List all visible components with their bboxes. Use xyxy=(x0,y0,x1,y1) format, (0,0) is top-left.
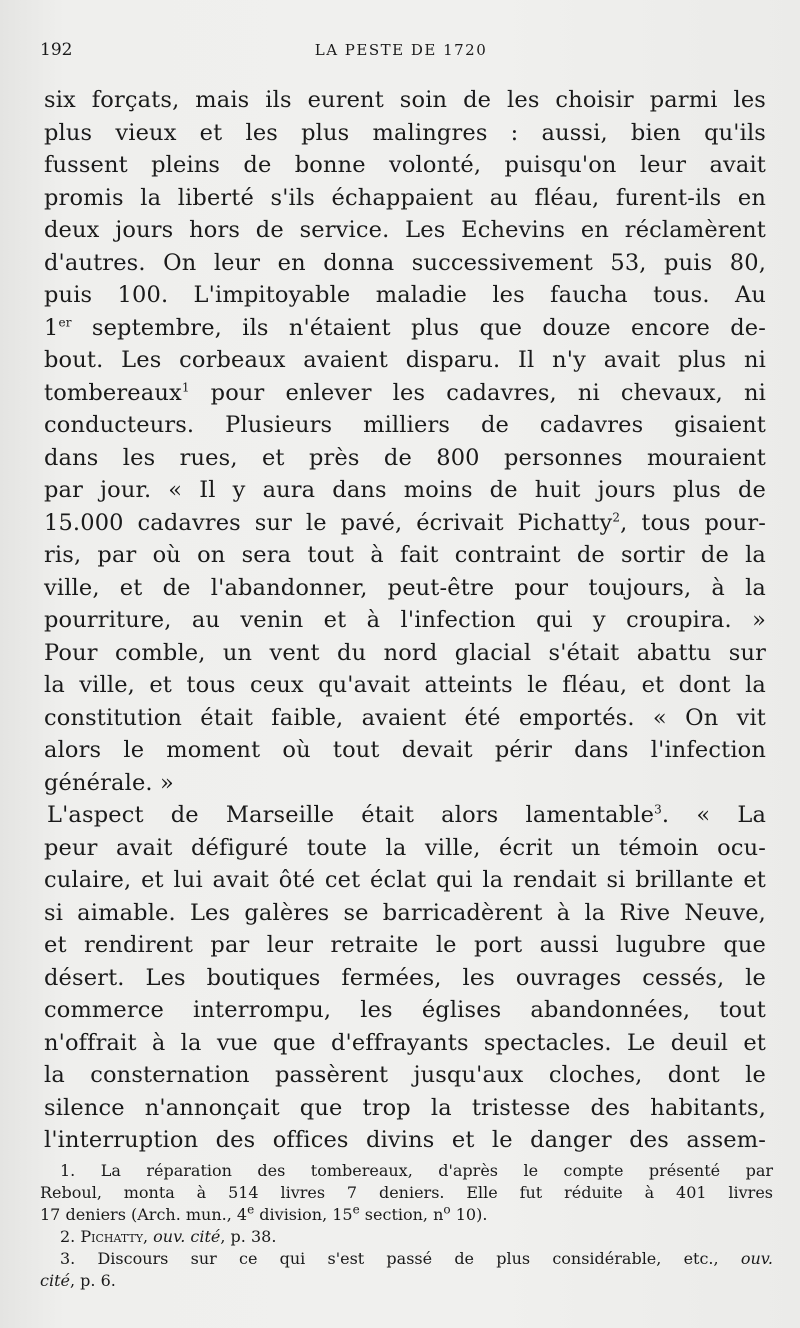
text-line: six forçats, mais ils eurent soin de les choisir parmi les xyxy=(44,87,766,113)
text-fragment: septembre, ils n'étaient plus que douze encore de- xyxy=(71,314,766,341)
text-line: ris, par où on sera tout à fait contraint de sortir de la xyxy=(44,542,766,568)
footnote-ref: 2 xyxy=(612,510,621,524)
text-line: culaire, et lui avait ôté cet éclat qui la rendait si brillante et xyxy=(44,867,766,893)
text-line xyxy=(44,507,766,540)
text-line xyxy=(44,377,766,410)
page-number: 192 xyxy=(40,40,73,60)
text-line: ville, et de l'abandonner, peut-être pour toujours, à la xyxy=(44,574,766,601)
text-line: promis la liberté s'ils échappaient au fléau, furent-ils en xyxy=(44,184,766,211)
text-line: puis 100. L'impitoyable maladie les faucha tous. Au xyxy=(44,282,766,308)
text-line: peur avait défiguré toute la ville, écrit un témoin ocu- xyxy=(44,834,766,861)
author-name: Pichatty xyxy=(80,1227,143,1246)
text-fragment: , xyxy=(142,1227,154,1246)
text-fragment: division, 15 xyxy=(254,1205,353,1224)
text-line: si aimable. Les galères se barricadèrent à la Rive Neuve, xyxy=(44,899,766,926)
text-fragment: 10). xyxy=(450,1205,488,1224)
work-citation: cité xyxy=(40,1271,70,1290)
text-fragment: 3. Discours sur ce qui s'est passé de plus considérable, etc., xyxy=(60,1249,741,1268)
text-fragment: section, n xyxy=(359,1205,444,1224)
text-line: plus vieux et les plus malingres : aussi, bien qu'ils xyxy=(44,119,766,146)
text-line: deux jours hors de service. Les Echevins en réclamèrent xyxy=(44,217,766,243)
text-fragment: tombereaux xyxy=(44,379,182,406)
text-line: fussent pleins de bonne volonté, puisqu'on leur avait xyxy=(44,152,766,178)
text-line: la consternation passèrent jusqu'aux cloches, dont le xyxy=(44,1062,766,1088)
text-line: désert. Les boutiques fermées, les ouvrages cessés, le xyxy=(44,964,766,991)
footnote-3-cont xyxy=(40,1270,773,1292)
text-fragment: . « La xyxy=(661,802,767,828)
text-line: générale. » xyxy=(44,769,174,796)
superscript: e xyxy=(247,1202,255,1217)
text-line: Pour comble, un vent du nord glacial s'était abattu sur xyxy=(44,639,766,666)
text-fragment: , p. 6. xyxy=(69,1271,116,1290)
footnote-1-cont xyxy=(40,1204,773,1226)
text-fragment: L'aspect de Marseille était alors lamentable xyxy=(47,802,655,828)
text-line: par jour. « Il y aura dans moins de huit jours plus de xyxy=(44,477,766,503)
main-text xyxy=(44,84,766,1157)
text-line: alors le moment où tout devait périr dans l'infection xyxy=(44,737,766,763)
work-citation: ouv. xyxy=(740,1249,773,1268)
text-line: dans les rues, et près de 800 personnes mouraient xyxy=(44,444,766,471)
text-fragment: , tous pour- xyxy=(620,509,766,536)
text-fragment: 1 xyxy=(44,314,59,341)
text-line xyxy=(44,799,766,832)
text-fragment: , p. 38. xyxy=(220,1227,277,1246)
footnote-2 xyxy=(40,1226,773,1248)
text-fragment: pour enlever les cadavres, ni chevaux, ni xyxy=(189,379,766,406)
text-fragment: 17 deniers (Arch. mun., 4 xyxy=(40,1205,248,1224)
work-citation: ouv. cité xyxy=(153,1227,221,1246)
text-line: silence n'annonçait que trop la tristesse des habitants, xyxy=(44,1094,766,1121)
footnote-1-cont: Reboul, monta à 514 livres 7 deniers. Elle fut réduite à 401 livres xyxy=(40,1183,773,1202)
page-header xyxy=(40,40,762,64)
text-fragment: 15.000 cadavres sur le pavé, écrivait Pichatty xyxy=(44,509,613,536)
footnote-3 xyxy=(40,1248,773,1270)
text-line: commerce interrompu, les églises abandonnées, tout xyxy=(44,997,766,1023)
footnotes xyxy=(40,1160,773,1292)
footnote-ref: 3 xyxy=(654,802,662,817)
superscript: er xyxy=(58,315,72,329)
text-line: et rendirent par leur retraite le port aussi lugubre que xyxy=(44,932,766,958)
text-line: n'offrait à la vue que d'effrayants spectacles. Le deuil et xyxy=(44,1029,766,1056)
text-line: l'interruption des offices divins et le danger des assem- xyxy=(44,1127,766,1153)
superscript: e xyxy=(352,1202,360,1217)
superscript: o xyxy=(443,1202,451,1217)
footnote-ref: 1 xyxy=(181,380,190,394)
text-line xyxy=(44,312,766,345)
text-fragment: 2. xyxy=(60,1227,81,1246)
footnote-1: 1. La réparation des tombereaux, d'après le compte présenté par xyxy=(60,1161,773,1180)
text-line: bout. Les corbeaux avaient disparu. Il n'y avait plus ni xyxy=(44,347,766,373)
text-line: constitution était faible, avaient été emportés. « On vit xyxy=(44,704,766,731)
text-line: d'autres. On leur en donna successivement 53, puis 80, xyxy=(44,249,766,276)
text-line: la ville, et tous ceux qu'avait atteints le fléau, et dont la xyxy=(44,672,766,698)
running-title: LA PESTE DE 1720 xyxy=(314,41,488,59)
text-line: conducteurs. Plusieurs milliers de cadavres gisaient xyxy=(44,412,766,438)
text-line: pourriture, au venin et à l'infection qui y croupira. » xyxy=(44,607,766,633)
